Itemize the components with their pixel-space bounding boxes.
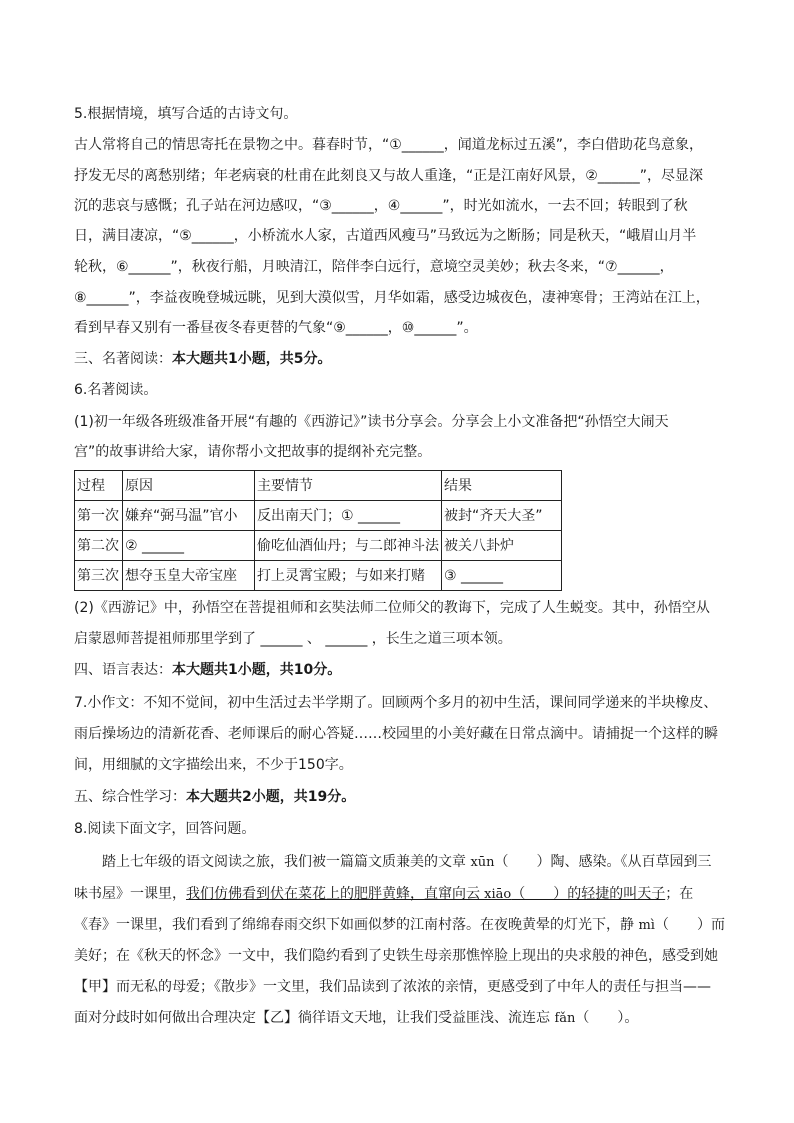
passage-text: 面对分歧时如何做出合理决定【乙】徜徉语文天地，让我们受益匪浅、流连忘 [74, 1010, 555, 1026]
section-4-header [74, 660, 734, 680]
section-4-title: 四、语言表达： [74, 662, 172, 678]
section-5-header [74, 787, 734, 807]
section-3-detail: 本大题共1小题，共5分。 [172, 351, 332, 367]
q6-heading: 6.名著阅读。 [74, 382, 158, 398]
pinyin-mi: mì [638, 918, 655, 933]
q8-passage-line-1 [102, 852, 734, 873]
table-header-row [75, 471, 562, 501]
pinyin-xun: xūn [470, 855, 495, 870]
passage-text: 味书屋》一课里， [74, 886, 186, 902]
section-4-detail: 本大题共1小题，共10分。 [172, 662, 342, 678]
table-cell: 打上灵霄宝殿；与如来打赌 [255, 561, 442, 591]
table-cell: 偷吃仙酒仙丹；与二郎神斗法 [255, 531, 442, 561]
q8-passage-line-3 [74, 915, 734, 936]
table-cell: 嫌弃“弼马温”官小 [123, 501, 255, 531]
passage-text: （ ）。 [575, 1010, 639, 1026]
passage-text: 踏上七年级的语文阅读之旅，我们被一篇篇文质兼美的文章 [102, 854, 471, 870]
table-cell: 想夺玉皇大帝宝座 [123, 561, 255, 591]
q8-heading: 8.阅读下面文字，回答问题。 [74, 821, 256, 837]
table-row [75, 561, 562, 591]
q8-passage-line-4: 美好；在《秋天的怀念》一文中，我们隐约看到了史铁生母亲那憔悴脸上现出的央求般的神色，感受到她 [74, 948, 718, 964]
q5-line-5: 轮秋，⑥______”，秋夜行船，月映清江，陪伴李白远行，意境空灵美妙；秋去冬来，“⑦______， [74, 259, 674, 275]
q5-line-1: 古人常将自己的情思寄托在景物之中。暮春时节，“①______，闻道龙标过五溪”，李白借助花鸟意象， [74, 137, 704, 153]
section-5-title: 五、综合性学习： [74, 789, 186, 805]
table-header-cell: 过程 [75, 471, 123, 501]
q7-line-3: 间，用细腻的文字描绘出来，不少于150字。 [74, 757, 353, 773]
table-cell: 被关八卦炉 [442, 531, 562, 561]
pinyin-xiao: xiāo [480, 887, 512, 902]
q7-line-2: 雨后操场边的清新花香、老师课后的耐心答疑……校园里的小美好藏在日常点滴中。请捕捉一个这样的瞬 [74, 726, 718, 742]
q5-heading: 5.根据情境，填写合适的古诗文句。 [74, 106, 298, 122]
passage-text: （ ）陶、感染。《从百草园到三 [494, 854, 712, 870]
q6-part2-line2: 启蒙恩师菩提祖师那里学到了 ______ 、 ______ ，长生之道三项本领。 [74, 631, 512, 647]
passage-text: ；在 [665, 886, 694, 902]
q5-line-6: ⑧______”，李益夜晚登城远眺，见到大漠似雪，月华如霜，感受边城夜色，凄神寒骨；王湾站在江上， [74, 290, 710, 306]
q8-passage-line-6 [74, 1008, 734, 1029]
q6-part1-line2: 宫”的故事讲给大家，请你帮小文把故事的提纲补充完整。 [74, 444, 432, 460]
table-cell: ③ ______ [442, 561, 562, 591]
story-outline-table [74, 470, 562, 591]
section-5-detail: 本大题共2小题，共19分。 [186, 789, 356, 805]
q5-line-4: 日，满目凄凉，“⑤______，小桥流水人家，古道西风瘦马”马致远为之断肠；同是秋天，“峨眉山月半 [74, 228, 697, 244]
table-header-cell: 原因 [123, 471, 255, 501]
q6-part1-line1: (1)初一年级各班级准备开展“有趣的《西游记》”读书分享会。分享会上小文准备把“孙悟空大闹天 [74, 414, 669, 430]
table-cell: 被封“齐天大圣” [442, 501, 562, 531]
q6-part2-line1: (2)《西游记》中，孙悟空在菩提祖师和玄奘法师二位师父的教诲下，完成了人生蜕变。其中，孙悟空从 [74, 600, 710, 616]
table-row [75, 501, 562, 531]
section-3-header [74, 349, 734, 369]
underlined-text: （ ）的轻捷的叫天子 [511, 886, 666, 902]
passage-text: （ ）而 [654, 917, 725, 933]
table-cell: 反出南天门；① ______ [255, 501, 442, 531]
table-cell: 第二次 [75, 531, 123, 561]
table-cell: 第三次 [75, 561, 123, 591]
q8-passage-line-2 [74, 884, 734, 905]
q5-line-7: 看到早春又别有一番昼夜冬春更替的气象“⑨______，⑩______”。 [74, 320, 478, 336]
underlined-text: 我们仿佛看到伏在菜花上的肥胖黄蜂，直窜向云 [186, 886, 480, 902]
q5-line-3: 沉的悲哀与感慨；孔子站在河边感叹，“③______，④______”，时光如流水，一去不回；转眼到了秋 [74, 198, 688, 214]
table-cell: ② ______ [123, 531, 255, 561]
table-row [75, 531, 562, 561]
q5-line-2: 抒发无尽的离愁别绪；年老病衰的杜甫在此刻良又与故人重逢，“正是江南好风景，②______”，尽显深 [74, 168, 704, 184]
pinyin-fan: fǎn [554, 1011, 576, 1026]
q7-line-1: 7.小作文：不知不觉间，初中生活过去半学期了。回顾两个多月的初中生活，课间同学递来的半块橡皮、 [74, 695, 718, 711]
q8-passage-line-5: 【甲】而无私的母爱；《散步》一文里，我们品读到了浓浓的亲情，更感受到了中年人的责任与担当—— [74, 979, 711, 995]
underlined-sentence [186, 886, 665, 902]
table-header-cell: 结果 [442, 471, 562, 501]
section-3-title: 三、名著阅读： [74, 351, 172, 367]
table-header-cell: 主要情节 [255, 471, 442, 501]
passage-text: 《春》一课里，我们看到了绵绵春雨交织下如画似梦的江南村落。在夜晚黄晕的灯光下，静 [74, 917, 639, 933]
table-cell: 第一次 [75, 501, 123, 531]
